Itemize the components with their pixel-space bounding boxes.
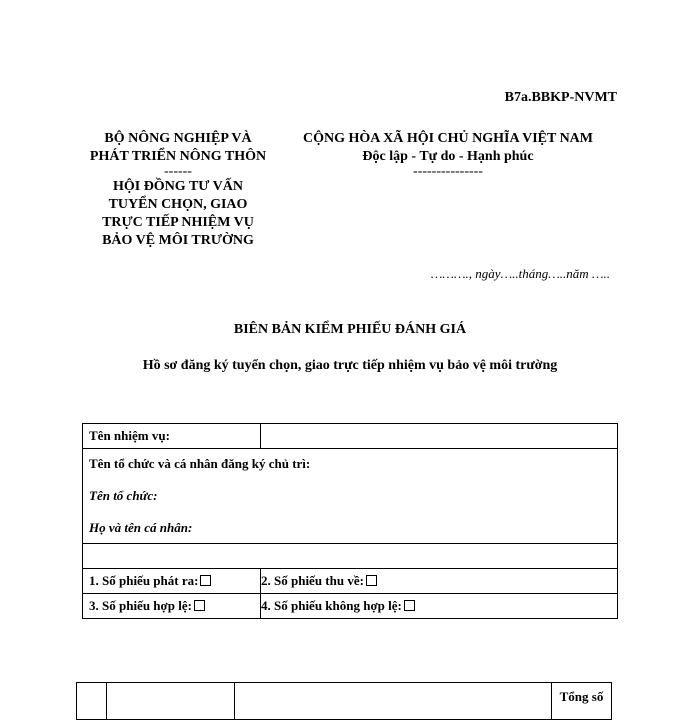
left-separator: ------	[164, 164, 192, 179]
national-header-block	[288, 130, 608, 178]
council-line2: TUYỂN CHỌN, GIAO	[108, 197, 248, 212]
registrant-row	[83, 449, 618, 480]
votes-col-criteria	[235, 683, 552, 720]
votes-col-name	[107, 683, 235, 720]
info-table	[82, 423, 618, 619]
collected-checkbox[interactable]	[366, 575, 377, 586]
collected-cell	[261, 569, 618, 594]
collected-label: 2. Số phiếu thu về:	[261, 573, 364, 588]
count-row-2	[83, 594, 618, 619]
council-line1: HỘI ĐỒNG TƯ VẤN	[112, 179, 244, 194]
blank-row	[83, 544, 618, 569]
ministry-line1: BỘ NÔNG NGHIỆP VÀ	[104, 131, 252, 146]
org-row	[83, 479, 618, 513]
invalid-label: 4. Số phiếu không hợp lệ:	[261, 598, 402, 613]
registrant-label: Tên tổ chức và cá nhân đăng ký chủ trì:	[83, 449, 618, 480]
valid-cell	[83, 594, 261, 619]
date-line: ………., ngày…..tháng…..năm …..	[430, 266, 610, 281]
votes-col-index	[77, 683, 107, 720]
votes-col-total: Tổng số	[552, 683, 612, 720]
count-row-1	[83, 569, 618, 594]
votes-header-row	[77, 683, 612, 720]
votes-table	[76, 682, 612, 720]
issued-label: 1. Số phiếu phát ra:	[89, 573, 199, 588]
blank-cell	[83, 544, 618, 569]
issued-checkbox[interactable]	[200, 575, 211, 586]
invalid-cell	[261, 594, 618, 619]
national-motto: Độc lập - Tự do - Hạnh phúc	[362, 149, 534, 164]
form-code: B7a.BBKP-NVMT	[504, 90, 617, 105]
task-row	[83, 424, 618, 449]
country-name: CỘNG HÒA XÃ HỘI CHỦ NGHĨA VIỆT NAM	[302, 131, 593, 146]
issued-cell	[83, 569, 261, 594]
valid-label: 3. Số phiếu hợp lệ:	[89, 598, 192, 613]
valid-checkbox[interactable]	[194, 600, 205, 611]
person-row	[83, 513, 618, 544]
issuing-authority-block	[78, 130, 278, 250]
council-line4: BẢO VỆ MÔI TRƯỜNG	[102, 233, 254, 248]
person-name-label[interactable]: Họ và tên cá nhân:	[83, 513, 618, 544]
document-title: BIÊN BẢN KIỂM PHIẾU ĐÁNH GIÁ	[233, 322, 467, 337]
council-line3: TRỰC TIẾP NHIỆM VỤ	[102, 215, 254, 230]
right-separator: ---------------	[413, 164, 483, 179]
org-name-label[interactable]: Tên tổ chức:	[83, 479, 618, 513]
invalid-checkbox[interactable]	[404, 600, 415, 611]
task-name-label: Tên nhiệm vụ:	[83, 424, 261, 449]
ministry-line2: PHÁT TRIỂN NÔNG THÔN	[89, 149, 267, 164]
task-name-field[interactable]	[261, 424, 618, 449]
document-subtitle: Hồ sơ đăng ký tuyển chọn, giao trực tiếp nhiệm vụ bảo vệ môi trường	[142, 358, 558, 373]
